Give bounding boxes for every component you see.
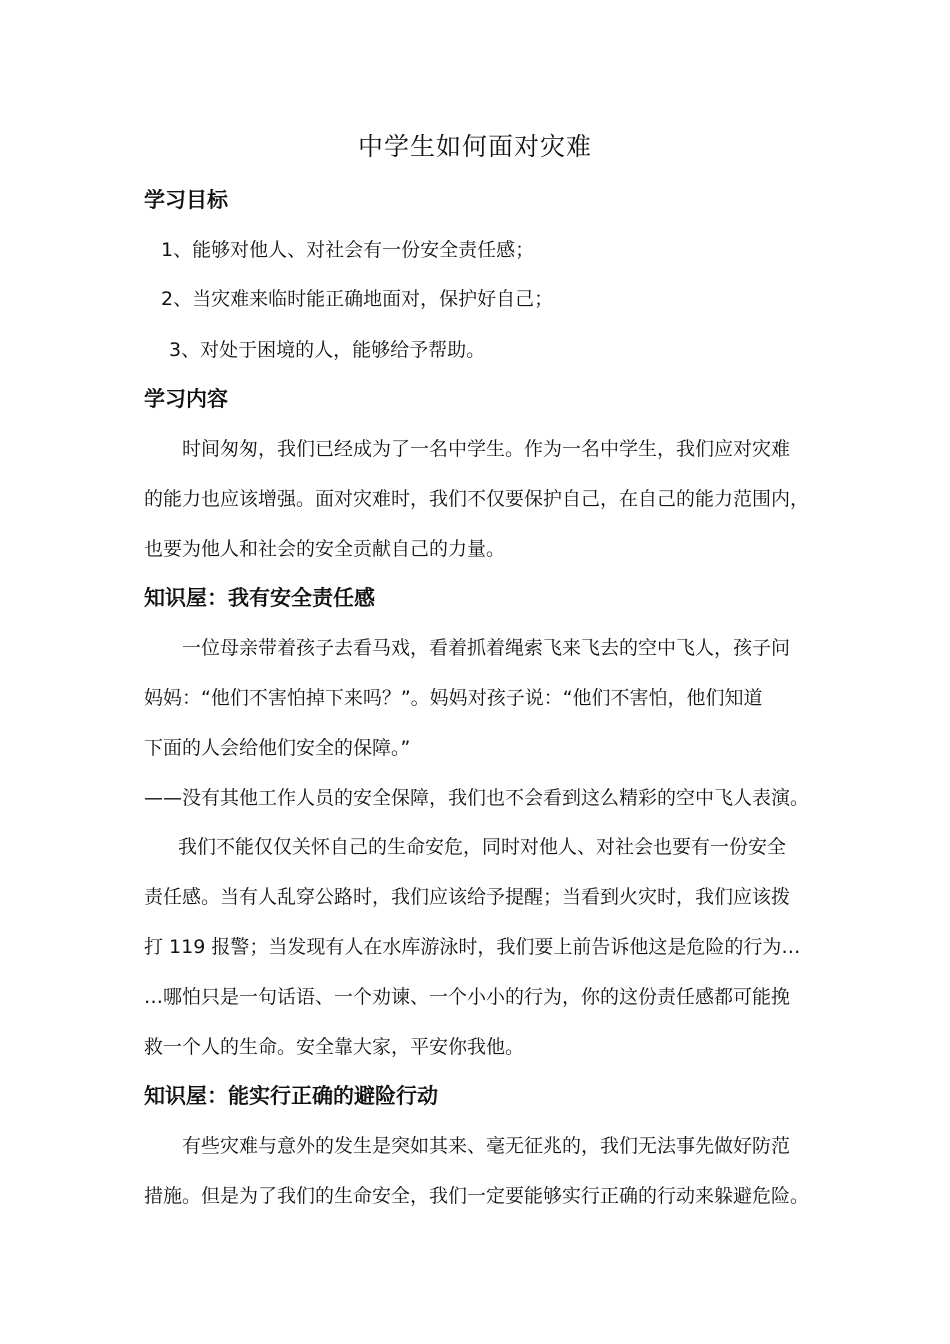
section-heading-safety-responsibility: 知识屋：我有安全责任感 — [144, 586, 375, 610]
paragraph-line: 有些灾难与意外的发生是突如其来、毫无征兆的，我们无法事先做好防范 — [182, 1135, 791, 1157]
paragraph-line: ——没有其他工作人员的安全保障，我们也不会看到这么精彩的空中飞人表演。 — [144, 787, 810, 809]
goal-item: 2、当灾难来临时能正确地面对，保护好自己； — [161, 288, 554, 310]
section-heading-learning-content: 学习内容 — [144, 387, 228, 411]
paragraph-line: 时间匆匆，我们已经成为了一名中学生。作为一名中学生，我们应对灾难 — [182, 438, 791, 460]
paragraph-line: 妈妈：“他们不害怕掉下来吗？”。妈妈对孩子说：“他们不害怕，他们知道 — [144, 687, 763, 709]
paragraph-line: 措施。但是为了我们的生命安全，我们一定要能够实行正确的行动来躲避危险。 — [144, 1185, 810, 1207]
paragraph-line: 我们不能仅仅关怀自己的生命安危，同时对他人、对社会也要有一份安全 — [178, 836, 787, 858]
paragraph-line: …哪怕只是一句话语、一个劝谏、一个小小的行为，你的这份责任感都可能挽 — [144, 986, 791, 1008]
goal-item: 1、能够对他人、对社会有一份安全责任感； — [161, 239, 535, 261]
section-heading-evasive-action: 知识屋：能实行正确的避险行动 — [144, 1084, 438, 1108]
paragraph-line: 一位母亲带着孩子去看马戏，看着抓着绳索飞来飞去的空中飞人，孩子问 — [182, 637, 791, 659]
paragraph-line: 下面的人会给他们安全的保障。” — [144, 737, 411, 759]
paragraph-line: 打 119 报警；当发现有人在水库游泳时，我们要上前告诉他这是危险的行为… — [144, 936, 801, 958]
section-heading-learning-goals: 学习目标 — [144, 188, 228, 212]
goal-item: 3、对处于困境的人，能够给予帮助。 — [169, 339, 486, 361]
paragraph-line: 责任感。当有人乱穿公路时，我们应该给予提醒；当看到火灾时，我们应该拨 — [144, 886, 791, 908]
paragraph-line: 救一个人的生命。安全靠大家，平安你我他。 — [144, 1036, 525, 1058]
document-title: 中学生如何面对灾难 — [357, 132, 592, 161]
paragraph-line: 也要为他人和社会的安全贡献自己的力量。 — [144, 538, 506, 560]
paragraph-line: 的能力也应该增强。面对灾难时，我们不仅要保护自己，在自己的能力范围内， — [144, 488, 810, 510]
